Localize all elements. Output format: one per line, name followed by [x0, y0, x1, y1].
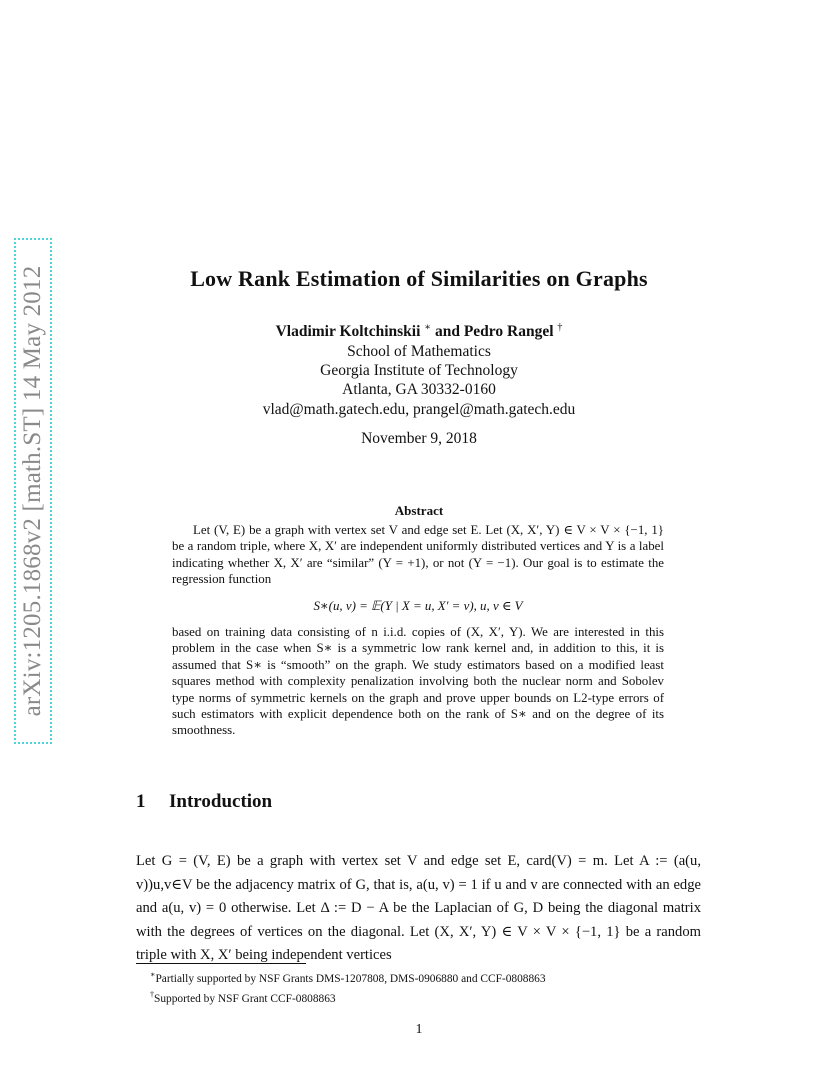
author-2-mark: †	[557, 322, 563, 333]
footnotes	[150, 967, 710, 1007]
body-text	[136, 850, 701, 968]
body-paragraph: Let G = (V, E) be a graph with vertex set V and edge set E, card(V) = m. Let A := (a(u, v))u,v∈V be the adjacency matrix of G, that is, a(u, v) = 1 if u and v are connected with an edge and a(u, v) = 0 otherwise. Let Δ := D − A be the Laplacian of G, D being the diagonal matrix with the degrees of vertices on the diagonal. Let (X, X′, Y) ∈ V × V × {−1, 1} be a random triple with X, X′ being independent vertices	[136, 853, 701, 963]
abstract-paragraph: Let (V, E) be a graph with vertex set V and edge set E. Let (X, X′, Y) ∈ V × V × {−1, 1} be a random triple, where X, X′ are independent uniformly distributed vertices and Y is a label indicating whether X, X′ are “similar” (Y = +1), or not (Y = −1). Our goal is to estimate the regression function	[172, 523, 664, 587]
affiliation-line: Georgia Institute of Technology	[320, 361, 518, 379]
abstract-formula: S∗(u, v) = 𝔼(Y | X = u, X′ = v), u, v ∈ V	[313, 598, 523, 613]
footnote-mark: †	[150, 990, 154, 1000]
affiliation-line: Atlanta, GA 30332-0160	[342, 381, 496, 399]
abstract-heading: Abstract	[394, 503, 444, 518]
footnote	[150, 967, 710, 987]
section-number: 1	[136, 791, 146, 812]
arxiv-stamp-text: arXiv:1205.1868v2 [math.ST] 14 May 2012	[19, 265, 46, 717]
author-1: Vladimir Koltchinskii	[275, 323, 421, 341]
footnote	[150, 987, 710, 1007]
author-emails: vlad@math.gatech.edu, prangel@math.gatech.edu	[262, 400, 576, 418]
footnote-text: Supported by NSF Grant CCF-0808863	[154, 993, 336, 1005]
paper-date: November 9, 2018	[361, 430, 477, 447]
footnote-text: Partially supported by NSF Grants DMS-1207808, DMS-0906880 and CCF-0808863	[155, 972, 546, 985]
arxiv-stamp	[14, 238, 52, 744]
footnote-rule	[136, 963, 306, 964]
affiliation-line: School of Mathematics	[347, 342, 491, 360]
section-heading	[136, 791, 272, 813]
page-number: 1	[415, 1022, 423, 1037]
abstract-paragraph: based on training data consisting of n i.i.d. copies of (X, X′, Y). We are interested in this problem in the case when S∗ is a symmetric low rank kernel and, in addition to this, it is assumed that S∗ is “smooth” on the graph. We study estimators based on a modified least squares method with complexity penalization involving both the nuclear norm and Sobolev type norms of symmetric kernels on the graph and prove upper bounds on L2-type errors of such estimators with explicit dependence both on the rank of S∗ and on the degree of its smoothness.	[172, 625, 664, 738]
author-block	[0, 318, 828, 419]
section-title: Introduction	[169, 791, 273, 812]
abstract-body	[172, 522, 664, 739]
footnote-mark: ∗	[150, 970, 156, 979]
paper-title: Low Rank Estimation of Similarities on Graphs	[190, 266, 648, 291]
author-1-mark: ∗	[424, 322, 432, 333]
author-2: and Pedro Rangel	[434, 323, 554, 341]
